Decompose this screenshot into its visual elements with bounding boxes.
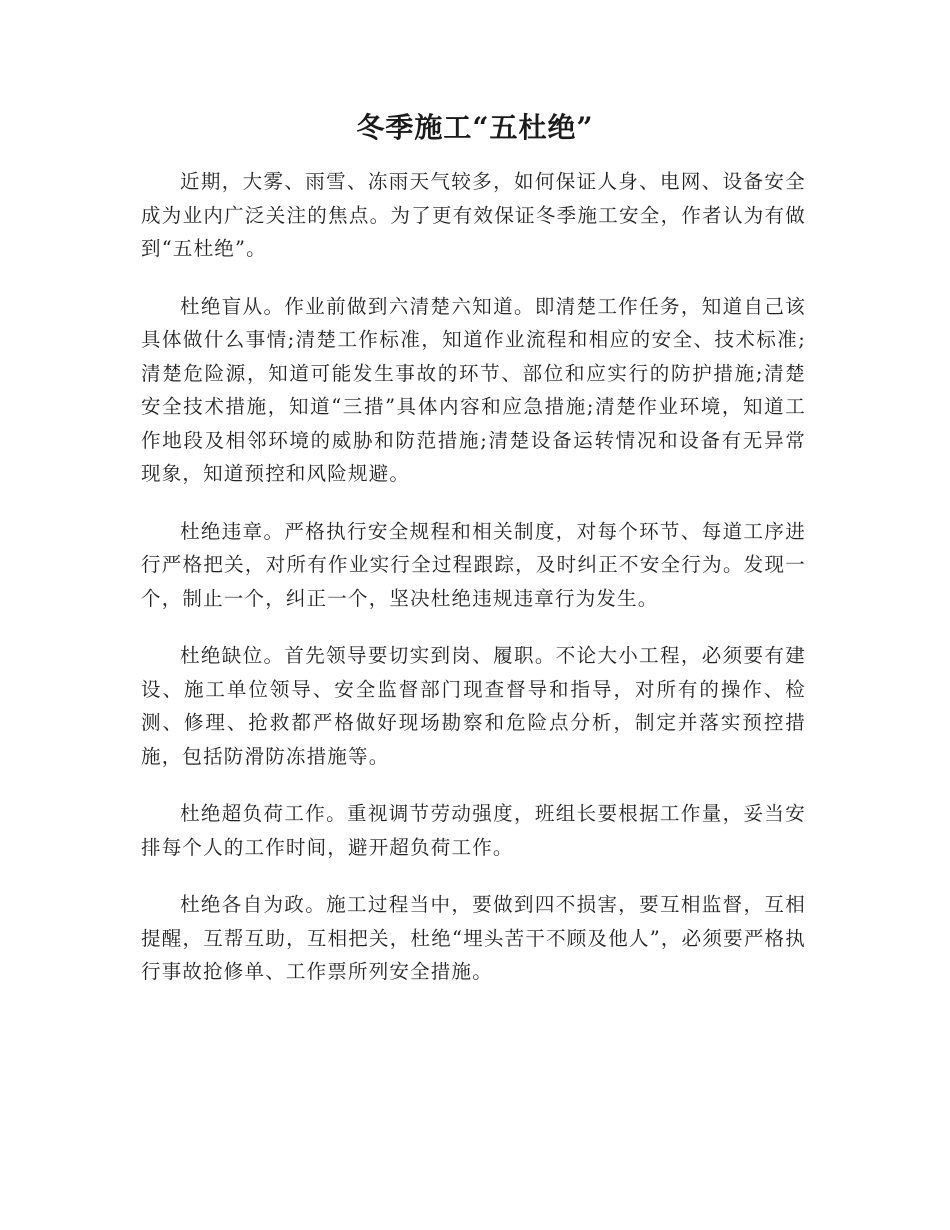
paragraph-intro: 近期，大雾、雨雪、冻雨天气较多，如何保证人身、电网、设备安全成为业内广泛关注的焦点。为了更有效保证冬季施工安全，作者认为有做到“五杜绝”。	[141, 170, 806, 260]
document-body	[141, 165, 806, 1013]
paragraph-no-isolation: 杜绝各自为政。施工过程当中，要做到四不损害，要互相监督，互相提醒，互帮互助，互相把关，杜绝“埋头苦干不顾及他人”，必须要严格执行事故抢修单、工作票所列安全措施。	[141, 893, 806, 983]
paragraph-no-violations: 杜绝违章。严格执行安全规程和相关制度，对每个环节、每道工序进行严格把关，对所有作业实行全过程跟踪，及时纠正不安全行为。发现一个，制止一个，纠正一个，坚决杜绝违规违章行为发生。	[141, 519, 806, 610]
paragraph-no-absence: 杜绝缺位。首先领导要切实到岗、履职。不论大小工程，必须要有建设、施工单位领导、安全监督部门现查督导和指导，对所有的操作、检测、修理、抢救都严格做好现场勘察和危险点分析，制定并落实预控措施，包括防滑防冻措施等。	[141, 644, 806, 768]
paragraph-no-blind-following: 杜绝盲从。作业前做到六清楚六知道。即清楚工作任务，知道自己该具体做什么事情;清楚工作标准，知道作业流程和相应的安全、技术标准;清楚危险源，知道可能发生事故的环节、部位和应实行的防护措施;清楚安全技术措施，知道“三措”具体内容和应急措施;清楚作业环境，知道工作地段及相邻环境的威胁和防范措施;清楚设备运转情况和设备有无异常现象，知道预控和风险规避。	[141, 294, 806, 485]
paragraph-no-overload: 杜绝超负荷工作。重视调节劳动强度，班组长要根据工作量，妥当安排每个人的工作时间，避开超负荷工作。	[141, 802, 806, 859]
document-title: 冬季施工“五杜绝”	[356, 111, 594, 144]
